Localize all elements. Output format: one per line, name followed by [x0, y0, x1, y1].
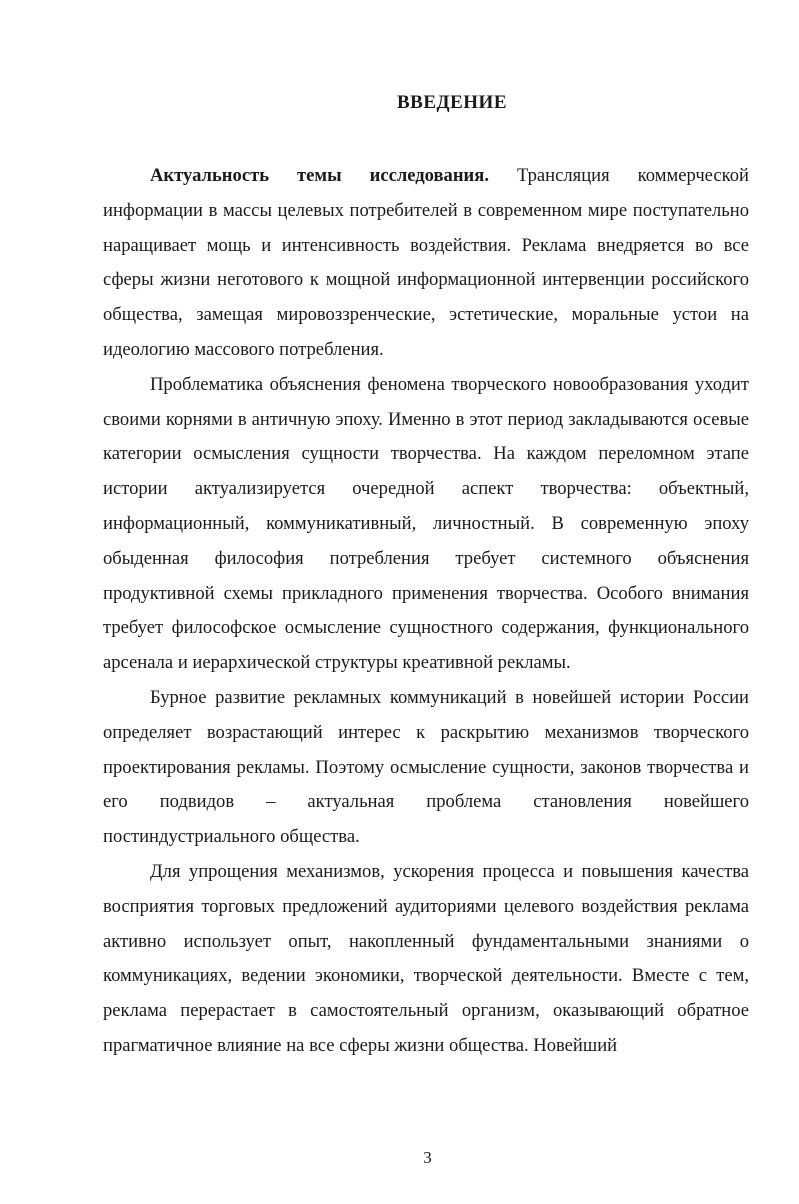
paragraph-relevance: [103, 159, 749, 368]
paragraph-development: [103, 681, 749, 855]
paragraph-text: Трансляция коммерческой информации в массы целевых потребителей в современном мире поступательно наращивает мощь и интенсивность воздействия. Реклама внедряется во все сферы жизни неготового к мощной информационной интервенции российского общества, замещая мировоззренческие, эстетические, моральные устои на идеологию массового потребления.: [103, 165, 749, 360]
paragraph-lead: Актуальность темы исследования.: [150, 165, 489, 186]
body-text: [103, 159, 749, 1064]
paragraph-simplification: [103, 855, 749, 1064]
paragraph-problematics: [103, 368, 749, 681]
paragraph-text: Бурное развитие рекламных коммуникаций в новейшей истории России определяет возрастающий интерес к раскрытию механизмов творческого проектирования рекламы. Поэтому осмысление сущности, законов творчества и его подвидов – актуальная проблема становления новейшего постиндустриального общества.: [103, 686, 749, 848]
paragraph-text: Проблематика объяснения феномена творческого новообразования уходит своими корнями в античную эпоху. Именно в этот период закладываются осевые категории осмысления сущности творчества. На каждом переломном этапе истории актуализируется очередной аспект творчества: объектный, информационный, коммуникативный, личностный. В современную эпоху обыденная философия потребления требует системного объяснения продуктивной схемы прикладного применения творчества. Особого внимания требует философское осмысление сущностного содержания, функционального арсенала и иерархической структуры креативной рекламы.: [103, 373, 749, 674]
paragraph-text: Для упрощения механизмов, ускорения процесса и повышения качества восприятия торговых предложений аудиториями целевого воздействия реклама активно использует опыт, накопленный фундаментальными знаниями о коммуникациях, ведении экономики, творческой деятельности. Вместе с тем, реклама перерастает в самостоятельный организм, оказывающий обратное прагматичное влияние на все сферы жизни общества. Новейший: [103, 860, 749, 1056]
page-number: 3: [423, 1148, 432, 1167]
page-title: ВВЕДЕНИЕ: [397, 92, 507, 113]
